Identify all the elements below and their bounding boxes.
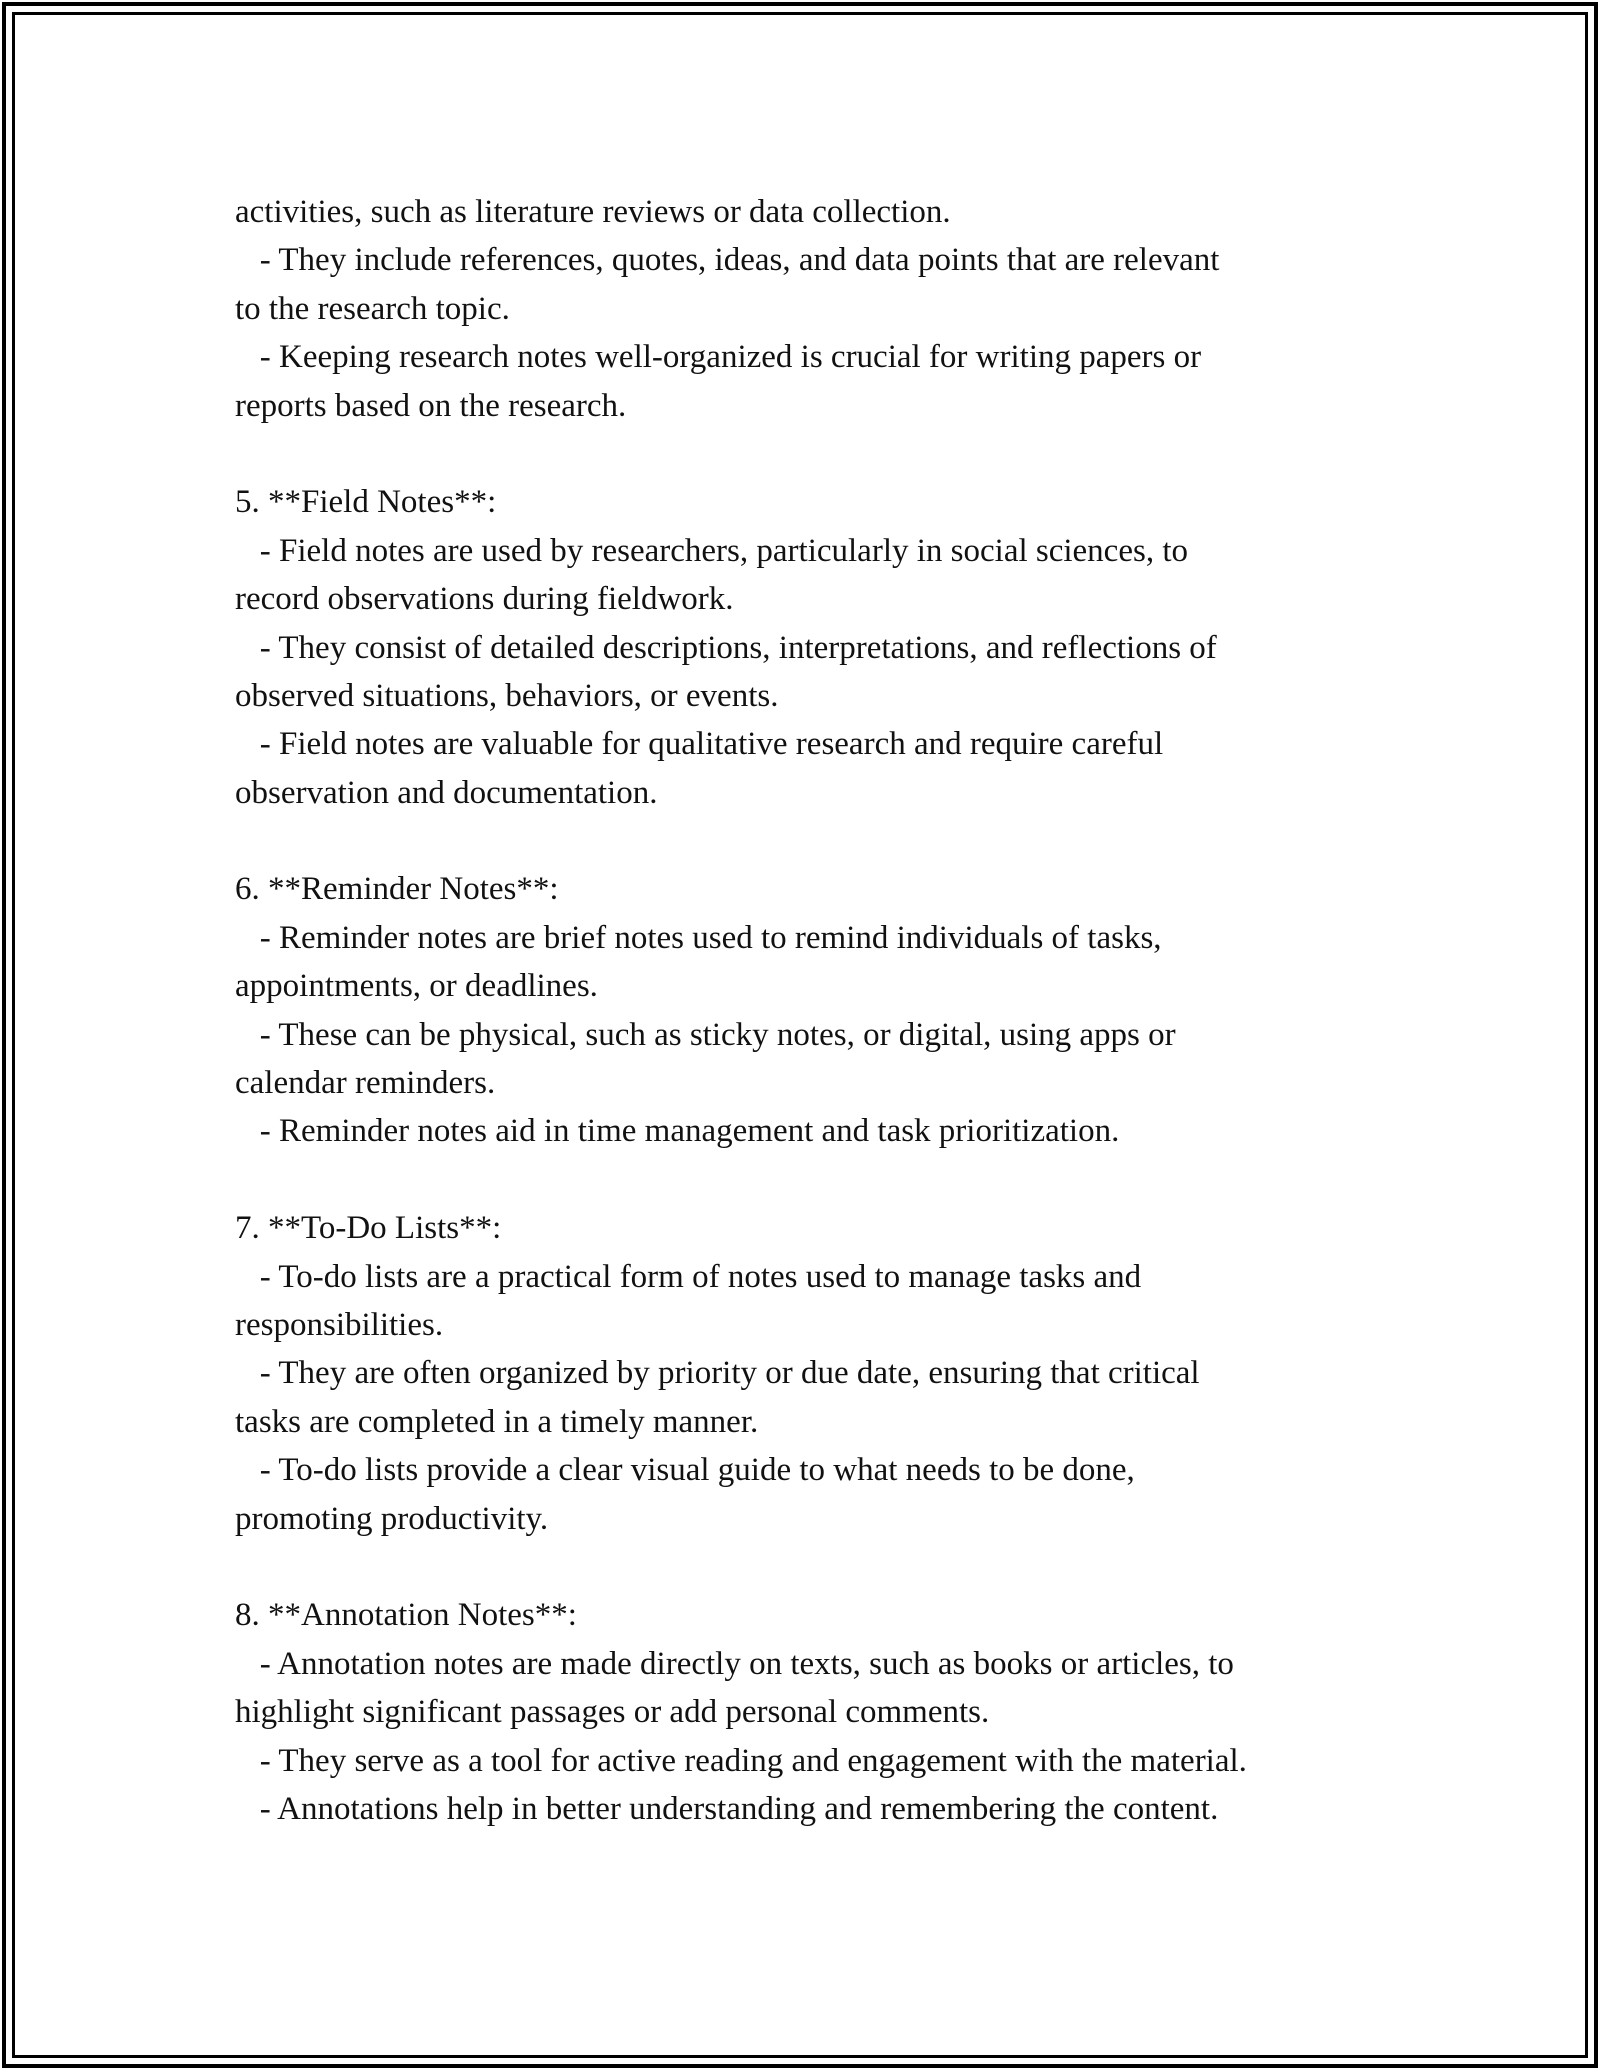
section-heading: 8. **Annotation Notes**:	[235, 1597, 577, 1634]
text-line: reports based on the research.	[235, 387, 627, 424]
document-body	[235, 188, 1395, 1833]
text-line: responsibilities.	[235, 1306, 444, 1343]
text-line: promoting productivity.	[235, 1500, 549, 1537]
paragraph-gap	[235, 817, 1395, 865]
section-heading: 5. **Field Notes**:	[235, 484, 497, 521]
text-line: to the research topic.	[235, 290, 510, 327]
text-line: - They consist of detailed descriptions, interpretations, and reflections of	[235, 629, 1217, 666]
text-line: - To-do lists provide a clear visual guide to what needs to be done,	[235, 1452, 1135, 1489]
section-heading: 6. **Reminder Notes**:	[235, 871, 559, 908]
text-line: calendar reminders.	[235, 1065, 496, 1102]
text-line: - Keeping research notes well-organized is crucial for writing papers or	[235, 339, 1202, 376]
text-line: - They serve as a tool for active reading and engagement with the material.	[235, 1742, 1247, 1779]
text-line: - To-do lists are a practical form of notes used to manage tasks and	[235, 1258, 1142, 1295]
text-line: appointments, or deadlines.	[235, 968, 598, 1005]
text-line: highlight significant passages or add personal comments.	[235, 1694, 990, 1731]
text-line: observed situations, behaviors, or events.	[235, 677, 779, 714]
paragraph-gap	[235, 1543, 1395, 1591]
text-line: - They include references, quotes, ideas, and data points that are relevant	[235, 242, 1220, 279]
text-line: - Field notes are valuable for qualitative research and require careful	[235, 726, 1164, 763]
text-line: - They are often organized by priority or due date, ensuring that critical	[235, 1355, 1200, 1392]
text-line: - These can be physical, such as sticky notes, or digital, using apps or	[235, 1016, 1176, 1053]
text-line: - Reminder notes aid in time management and task prioritization.	[235, 1113, 1120, 1150]
section-heading: 7. **To-Do Lists**:	[235, 1210, 502, 1247]
text-line: - Annotations help in better understanding and remembering the content.	[235, 1790, 1219, 1827]
paragraph-gap	[235, 1156, 1395, 1204]
text-line: activities, such as literature reviews or data collection.	[235, 194, 951, 230]
text-line: - Reminder notes are brief notes used to remind individuals of tasks,	[235, 919, 1162, 956]
text-line: - Field notes are used by researchers, particularly in social sciences, to	[235, 532, 1188, 569]
paragraph-gap	[235, 430, 1395, 478]
text-line: record observations during fieldwork.	[235, 581, 734, 618]
text-line: observation and documentation.	[235, 774, 658, 811]
text-line: tasks are completed in a timely manner.	[235, 1403, 759, 1440]
text-line: - Annotation notes are made directly on texts, such as books or articles, to	[235, 1645, 1234, 1682]
